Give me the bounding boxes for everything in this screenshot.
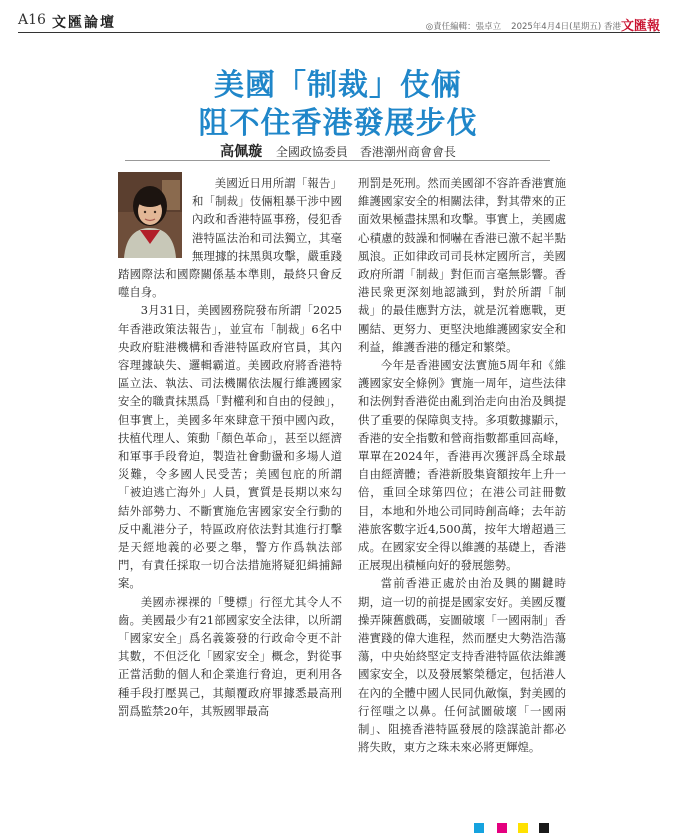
registration-mark-yellow <box>518 823 528 833</box>
article-paragraph: 今年是香港國安法實施5周年和《維護國家安全條例》實施一周年，這些法律和法例對香港從由亂到治走向由治及興提供了重要的保障與支持。多項數據顯示，香港的安全指數和營商指數都重回高峰，單單在2024年，香港再次獲評爲全球最自由經濟體；香港新股集資額按年上升一倍，重回全球第四位；在港公司註冊數目，本地和外地公司同時創高峰；去年訪港旅客數字近4,500萬，按年大增超過三成。在國家安全得以維護的基礎上，香港正展現出積極向好的發展態勢。 <box>358 358 566 573</box>
article-column-right <box>358 174 566 757</box>
author-titles: 全國政協委員 香港潮州商會會長 <box>275 145 456 159</box>
article-column-left <box>118 174 342 720</box>
headline-line-2: 阻不住香港發展步伐 <box>198 106 478 141</box>
paper-region: 香港 <box>603 22 621 32</box>
header-info <box>426 15 660 34</box>
article-paragraph: 3月31日，美國國務院發布所謂「2025年香港政策法報告」，並宣布「制裁」6名中央政府駐港機構和香港特區政府官員，其內容理據缺失、邏輯霸道。美國政府將香港特區立法、執法、司法機關依法履行維護國家安全的職責抹黑爲「對權利和自由的侵蝕」，但事實上，美國多年來肆意干預中國內政，扶植代理人、策動「顏色革命」，甚至以經濟和軍事手段脅迫，製造社會動盪和多場人道災難，令多國人民受苦；美國包庇的所謂「被迫逃亡海外」人員，實質是長期以來勾結外部勢力、不斷實施危害國家安全行動的反中亂港分子，特區政府依法對其進行打擊是天經地義的必要之舉，警方作爲執法部門，有責任採取一切合法措施將疑犯緝捕歸案。 <box>118 303 342 591</box>
photo-spacer <box>118 174 192 264</box>
author-name: 高佩璇 <box>220 144 263 160</box>
article-paragraph: 美國赤裸裸的「雙標」行徑尤其令人不齒。美國最少有21部國家安全法律，以所謂「國家安全」爲名義簽發的行政命令更不計其數，不但泛化「國家安全」概念，對從事正當活動的個人和企業進行脅迫，更利用各種手段打壓異己，其顛覆政府罪據悉最高刑罰爲監禁20年，其叛國罪最高 <box>118 594 342 718</box>
registration-mark-cyan <box>474 823 484 833</box>
editor-credit: ◎責任編輯：張卓立 <box>425 22 502 32</box>
headline-line-1: 美國「制裁」伎倆 <box>214 68 462 103</box>
page-header <box>18 10 660 33</box>
article-paragraph: 當前香港正處於由治及興的關鍵時期，這一切的前提是國家安好。美國反覆操弄陳舊戲碼，妄圖破壞「一國兩制」香港實踐的偉大進程，然而歷史大勢浩浩蕩蕩，中央始終堅定支持香港特區依法維護國家安全，以及發展繁榮穩定，包括港人在內的全體中國人民同仇敵愾，對美國的行徑嗤之以鼻。任何試圖破壞「一國兩制」、阻撓香港特區發展的陰謀詭計都必將失敗，東方之珠未來必將更輝煌。 <box>358 576 566 755</box>
byline <box>0 141 676 161</box>
section-name: 文匯論壇 <box>52 15 116 31</box>
registration-mark-magenta <box>497 823 507 833</box>
newspaper-logo: 文匯報 <box>620 19 660 34</box>
byline-divider <box>125 160 550 161</box>
page-number: A16 <box>18 12 46 28</box>
registration-mark-black <box>539 823 549 833</box>
issue-date: 2025年4月4日(星期五) <box>511 22 602 32</box>
article-paragraph: 刑罰是死刑。然而美國卻不容許香港實施維護國家安全的相關法律，對其帶來的正面效果極盡抹黑和攻擊。事實上，美國處心積慮的鼓譟和恫嚇在香港已激不起半點風浪。正如律政司司長林定國所言，美國政府所謂「制裁」對佢而言毫無影響。香港民衆更深刻地認識到，對於所謂「制裁」的最佳應對方法，就是沉着應戰，更團結、更努力、更堅決地維護國家安全和利益，維護香港的穩定和繁榮。 <box>358 176 566 354</box>
article-paragraph: 美國近日用所謂「報告」和「制裁」伎倆粗暴干涉中國內政和香港特區事務，侵犯香港特區法治和司法獨立，其毫無理據的抹黑與攻擊，嚴重踐踏國際法和國際關係基本準則，最終只會反噬自身。 <box>118 176 342 300</box>
